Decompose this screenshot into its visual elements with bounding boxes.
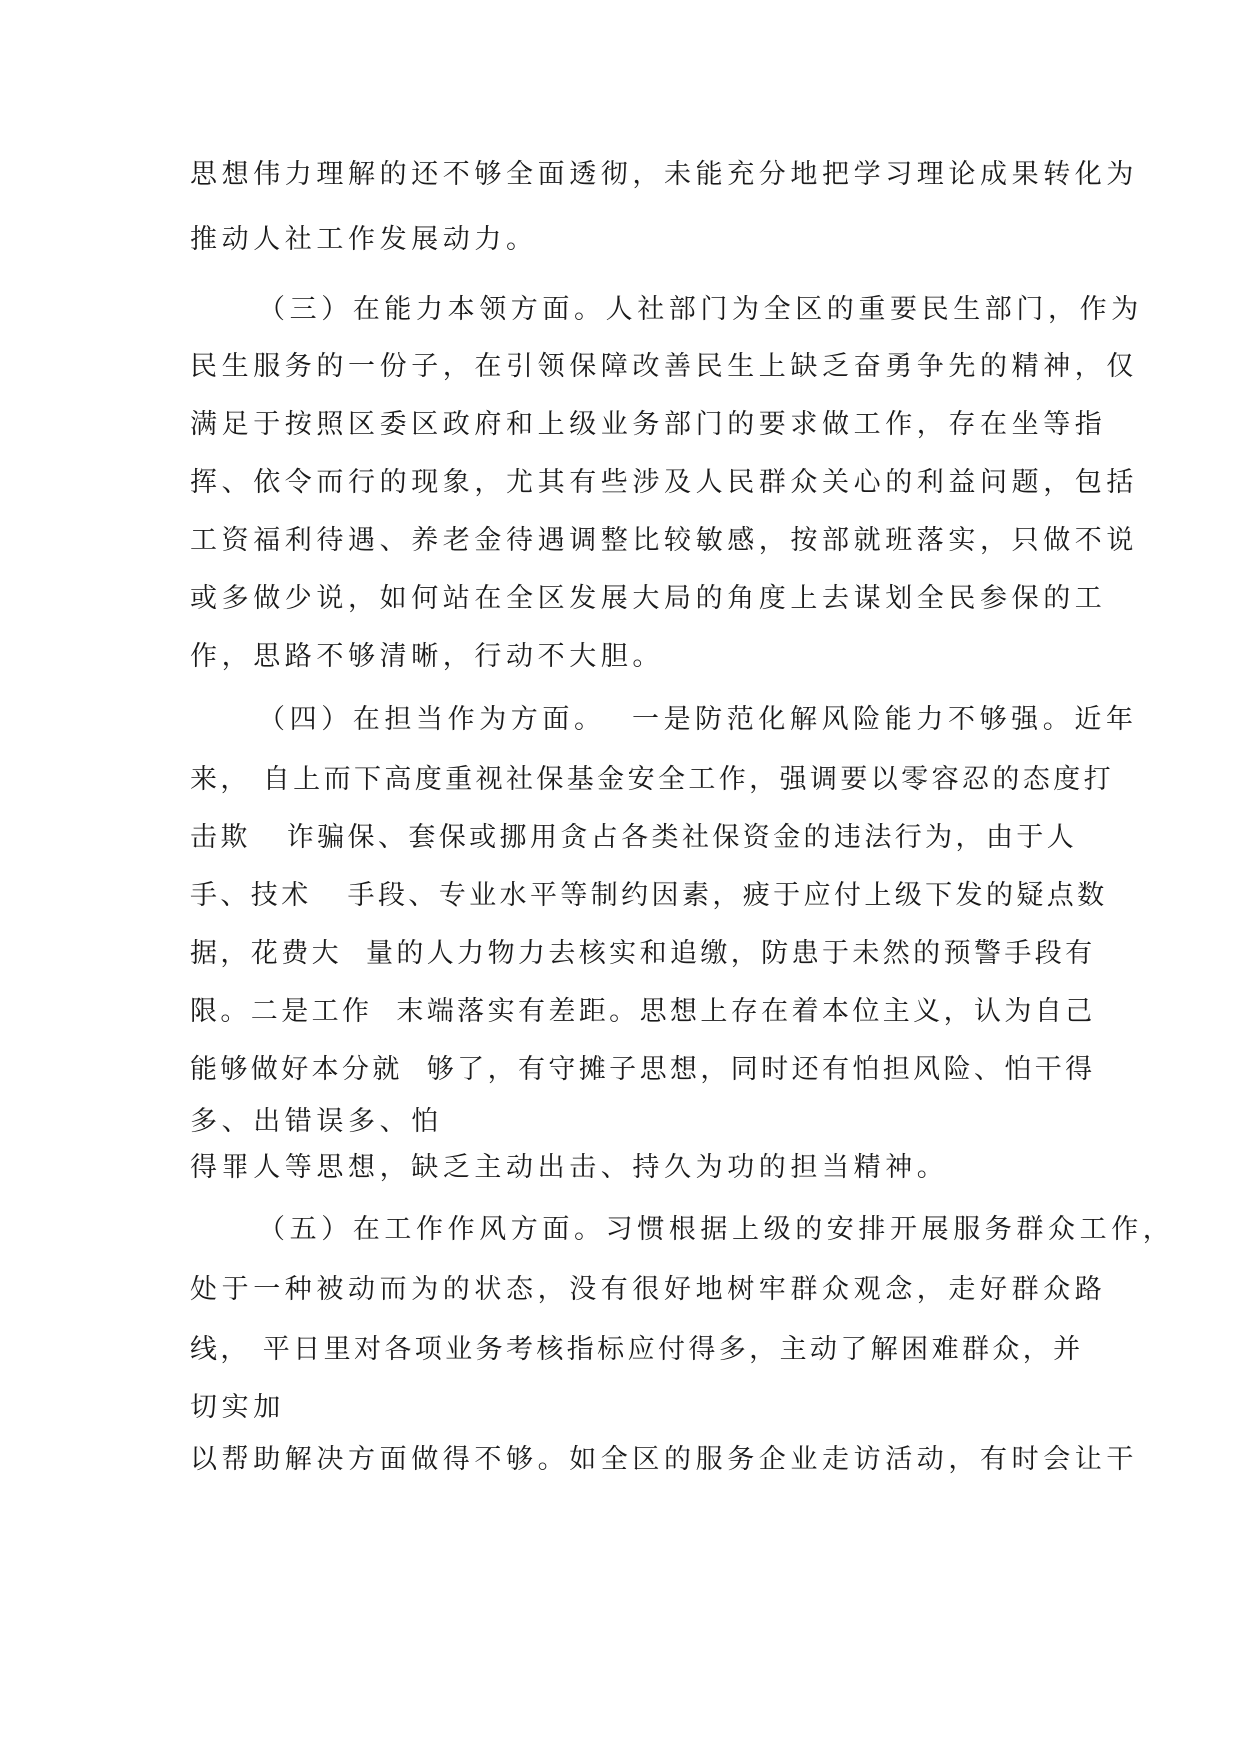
- text-line-1: 思想伟力理解的还不够全面透彻，未能充分地把学习理论成果转化为: [190, 159, 1138, 190]
- section-heading-4: （四）在担当作为方面。 一是防范化解风险能力不够强。近年: [258, 704, 1138, 735]
- text-line-16: 能够做好本分就 够了，有守摊子思想，同时还有怕担风险、怕干得: [190, 1054, 1096, 1085]
- section-heading-5: （五）在工作作风方面。习惯根据上级的安排开展服务群众工作，: [258, 1214, 1175, 1245]
- text-line-2: 推动人社工作发展动力。: [190, 224, 538, 255]
- text-line-18: 得罪人等思想，缺乏主动出击、持久为功的担当精神。: [190, 1152, 949, 1183]
- text-line-12: 击欺 诈骗保、套保或挪用贪占各类社保资金的违法行为，由于人: [190, 822, 1078, 853]
- text-line-5: 满足于按照区委区政府和上级业务部门的要求做工作，存在坐等指: [190, 409, 1107, 440]
- text-line-7: 工资福利待遇、养老金待遇调整比较敏感，按部就班落实，只做不说: [190, 525, 1138, 556]
- text-line-8: 或多做少说，如何站在全区发展大局的角度上去谋划全民参保的工: [190, 583, 1107, 614]
- text-line-14: 据，花费大 量的人力物力去核实和追缴，防患于未然的预警手段有: [190, 938, 1096, 969]
- text-line-15: 限。二是工作 末端落实有差距。思想上存在着本位主义，认为自己: [190, 996, 1096, 1027]
- text-line-20: 处于一种被动而为的状态，没有很好地树牢群众观念，走好群众路: [190, 1274, 1107, 1305]
- section-heading-3: （三）在能力本领方面。人社部门为全区的重要民生部门，作为: [258, 294, 1143, 325]
- text-line-11: 来， 自上而下高度重视社保基金安全工作，强调要以零容忍的态度打: [190, 764, 1114, 795]
- text-line-13: 手、技术 手段、专业水平等制约因素，疲于应付上级下发的疑点数: [190, 880, 1108, 911]
- text-line-4: 民生服务的一份子，在引领保障改善民生上缺乏奋勇争先的精神，仅: [190, 351, 1138, 382]
- text-line-23: 以帮助解决方面做得不够。如全区的服务企业走访活动，有时会让干: [190, 1444, 1138, 1475]
- text-line-21: 线， 平日里对各项业务考核指标应付得多，主动了解困难群众，并: [190, 1334, 1084, 1365]
- text-line-6: 挥、依令而行的现象，尤其有些涉及人民群众关心的利益问题，包括: [190, 467, 1138, 498]
- text-line-17: 多、出错误多、怕: [190, 1106, 443, 1137]
- text-line-9: 作，思路不够清晰，行动不大胆。: [190, 641, 664, 672]
- text-line-22: 切实加: [190, 1392, 285, 1423]
